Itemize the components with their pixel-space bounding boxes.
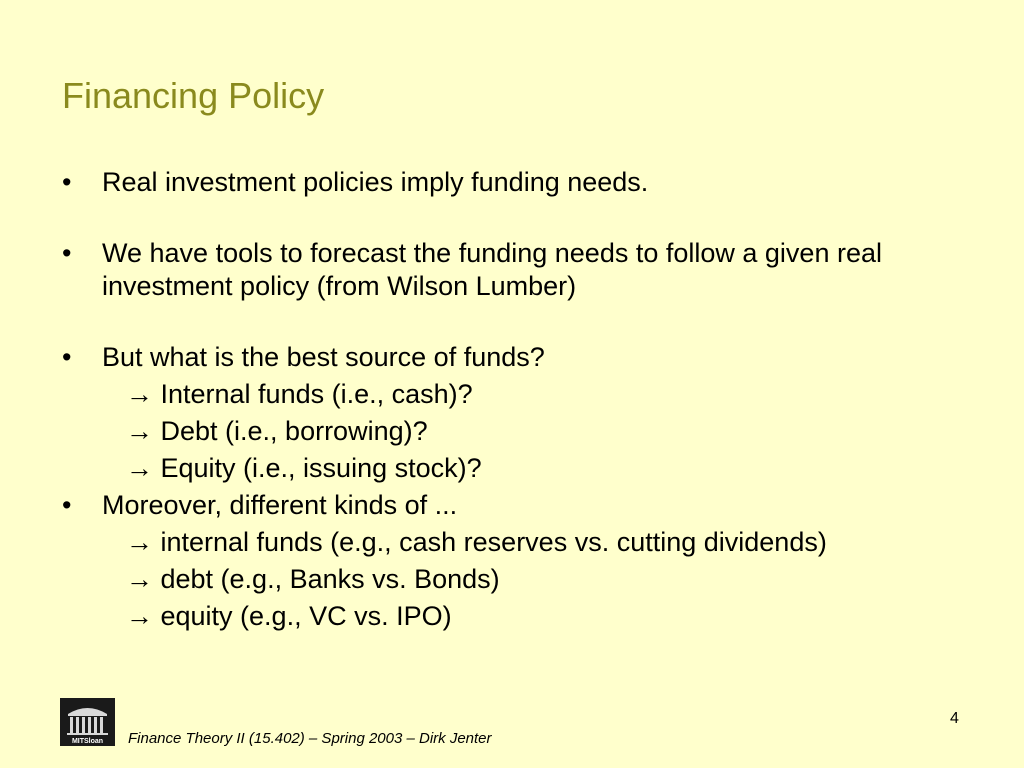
page-number: 4 (950, 710, 959, 727)
bullet-marker: • (62, 342, 72, 372)
bullet-list (62, 166, 962, 633)
bullet-text: Moreover, different kinds of ... (102, 490, 458, 520)
logo-text: MITSloan (71, 738, 104, 745)
footer-text: Finance Theory II (15.402) – Spring 2003 – Dirk Jenter (128, 730, 492, 747)
sub-item-equity-kinds: → equity (e.g., VC vs. IPO) (126, 601, 452, 631)
bullet-marker: • (62, 238, 72, 268)
slide-title: Financing Policy (62, 75, 325, 116)
bullet-text: We have tools to forecast the funding needs to follow a given real investment policy (from Wilson Lumber) (102, 238, 882, 301)
sub-item-equity: → Equity (i.e., issuing stock)? (126, 453, 482, 483)
bullet-item (62, 489, 962, 522)
sub-item-internal-funds: → Internal funds (i.e., cash)? (126, 379, 473, 409)
bullet-text: But what is the best source of funds? (102, 342, 545, 372)
bullet-item (62, 341, 962, 374)
bullet-text: Real investment policies imply funding needs. (102, 167, 649, 197)
mit-sloan-logo-icon (60, 698, 115, 746)
bullet-marker: • (62, 490, 72, 520)
bullet-marker: • (62, 167, 72, 197)
sub-item-debt: → Debt (i.e., borrowing)? (126, 416, 428, 446)
bullet-item (62, 237, 962, 303)
bullet-item (62, 166, 962, 199)
sub-item-internal-funds-kinds: → internal funds (e.g., cash reserves vs. cutting dividends) (126, 527, 827, 557)
sub-item-debt-kinds: → debt (e.g., Banks vs. Bonds) (126, 564, 500, 594)
